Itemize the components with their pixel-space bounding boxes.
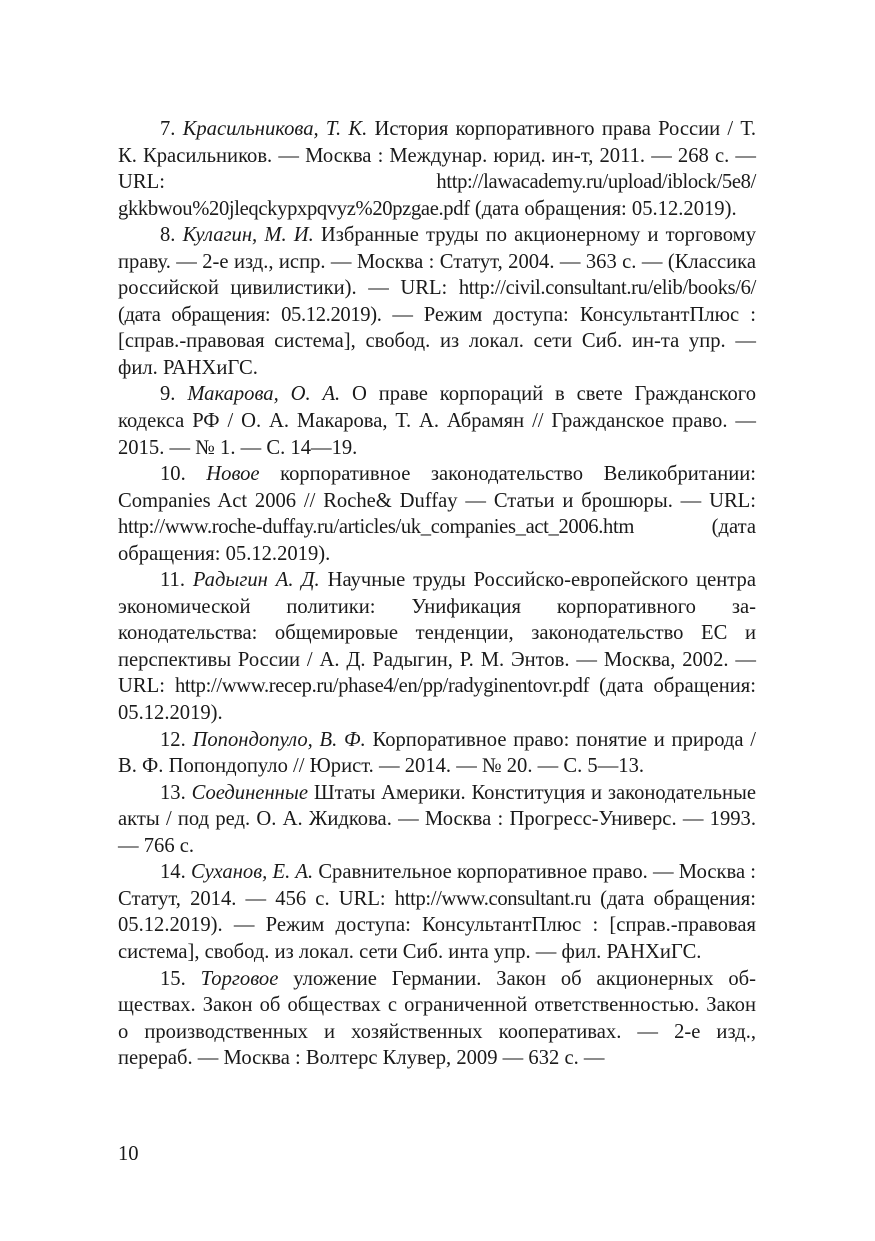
entry-author: Красильникова, Т. К. [182,118,368,140]
entry-number: 13. [160,781,186,804]
entry-author: Новое [206,463,260,486]
entry-text: Корпоративное право: понятие и природа / В. Ф. Попондопуло // Юрист. — 2014. — № 20. — С. 5—13. [118,728,756,778]
entry-number: 15. [160,967,186,990]
entry-number: 10. [160,463,186,486]
entry-author: Соединенные [191,781,308,804]
bibliography-entry [118,727,756,780]
entry-text: корпоративное законодательство Великобритании: Companies Act 2006 // Roche& Duffay — Статьи и брошюры. — URL: [118,463,756,512]
entry-text: Научные труды Российско-европейского центра экономической политики: Унификация корпоративного законодательства: общемировые тенденции, законодательство ЕС и перспективы России / А. Д. Радыгин, Р. М. Энтов. — Москва, 2002. — URL: [118,569,756,698]
entry-text: История корпоративного права России / Т. К. Красильников. — Москва : Междунар. юрид. ин-т, 2011. — 268 с. — URL: [118,118,756,194]
entry-number: 14. [160,861,186,884]
bibliography-entry [118,966,756,1072]
bibliography-entry [118,381,756,461]
entry-url[interactable]: http://www.consultant.ru [394,887,591,910]
entry-author: Суханов, Е. А. [190,861,314,884]
bibliography-entry [118,567,756,726]
entry-text: Сравнительное корпоративное право. — Москва : Статут, 2014. — 456 с. URL: [118,861,757,910]
bibliography-entry [118,780,756,860]
entry-tail: (дата обращения: 05.12.2019). [469,197,737,220]
entry-url[interactable]: http://civil.consultant.ru/elib/books/6/ (дата обращения: 05.12.2019). — [118,277,756,326]
bibliography-entry [118,222,756,381]
bibliography-entry [118,859,756,965]
entry-author: Попондопуло, В. Ф. [192,728,366,751]
entry-author: Макарова, О. А. [187,383,341,406]
entry-text: уложение Германии. Закон об акционерных обществах. Закон об обществах с ограниченной ответственностью. Закон о производственных и хозяйственных кооперативах. — 2-е изд., перераб. — Москва : Волтерс Клувер, 2009 — 632 с. — [118,967,757,1070]
entry-text: Штаты Америки. Конституция и законодательные акты / под ред. О. А. Жидкова. — Москва : Прогресс-Универс. — 1993. — 766 с. [118,781,756,857]
bibliography-list [118,116,756,1072]
entry-number: 7. [160,118,176,140]
entry-author: Радыгин А. Д. [192,569,320,592]
entry-tail: (дата обращения: 05.12.2019). [118,675,756,725]
entry-url[interactable]: http://lawacademy.ru/upload/iblock/5e8/ gkkbwou%20jleqckypxpqvyz%20pzgae.pdf [118,171,756,220]
entry-text: О праве корпораций в свете Гражданского кодекса РФ / О. А. Макарова, Т. А. Абрамян // Гражданское право. — 2015. — № 1. — С. 14—19. [118,383,756,459]
entry-author: Кулагин, М. И. [182,224,314,247]
entry-number: 9. [160,383,176,406]
page-number: 10 [118,1143,139,1165]
entry-url[interactable]: http://www.recep.ru/phase4/en/pp/radyginentovr.pdf [174,675,590,698]
bibliography-entry [118,461,756,567]
entry-text: Избранные труды по акционерному и торговому праву. — 2-е изд., испр. — Москва : Статут, 2004. — 363 с. — (Классика российской цивилистики). — URL: [118,224,756,300]
entry-number: 11. [160,569,185,592]
entry-tail: Режим доступа: КонсультантПлюс : [справ.-правовая система], свобод. из локал. сети Сиб. ин-та упр. — фил. РАНХиГС. [118,303,756,379]
entry-number: 8. [160,224,176,247]
entry-url[interactable]: http://www.roche-duffay.ru/articles/uk_companies_act_2006.htm [118,516,635,539]
entry-tail: (дата обращения: 05.12.2019). — Режим доступа: КонсультантПлюс : [справ.-правовая система], свобод. из локал. сети Сиб. инта упр. — фил. РАНХиГС. [118,887,756,963]
entry-author: Торговое [200,967,279,990]
bibliography-entry [118,116,756,222]
entry-tail: (дата обращения: 05.12.2019). [118,516,756,565]
entry-number: 12. [160,728,186,751]
